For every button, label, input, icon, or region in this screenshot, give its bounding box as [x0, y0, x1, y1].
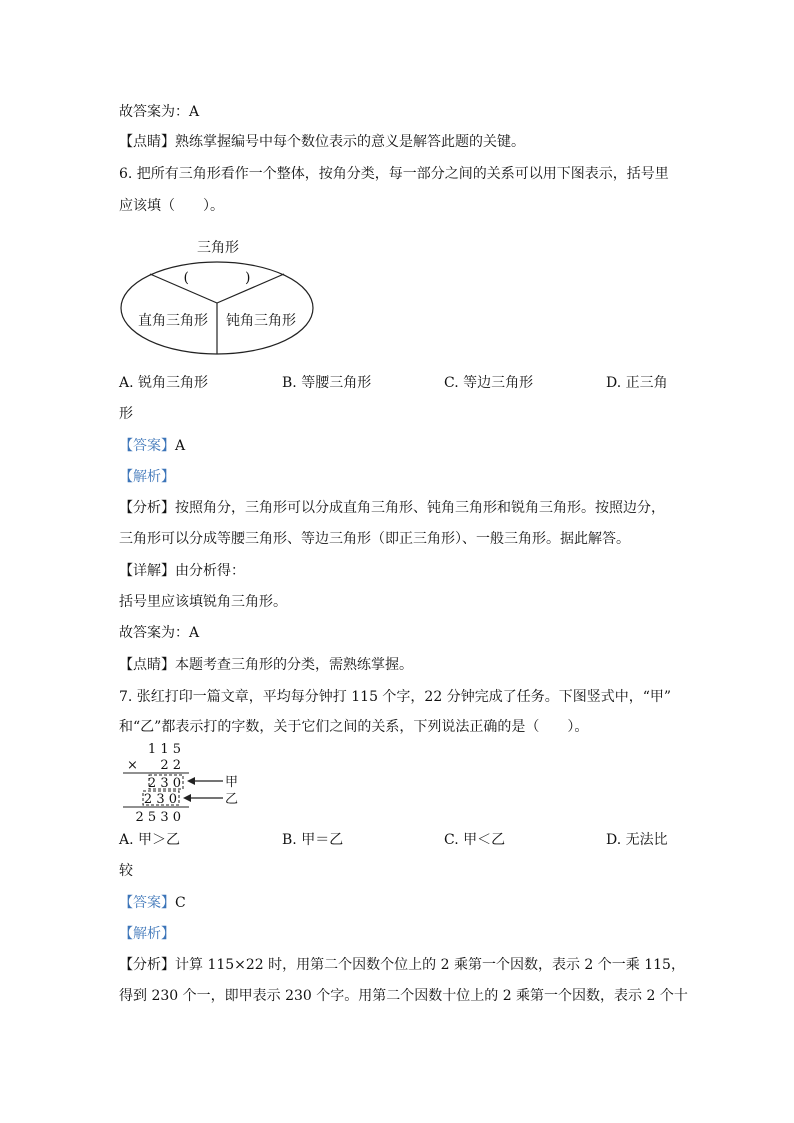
q6-fenxi-line1: [119, 498, 665, 518]
q6-tip: [119, 655, 413, 675]
diagram-right-part: 钝角三角形: [226, 313, 296, 329]
partial1: 2 3 0: [147, 776, 181, 791]
arrow-yi-head: [183, 794, 191, 802]
q7-option-c: C. 甲＜乙: [444, 832, 506, 848]
q6-fenxi-line2: 三角形可以分成等腰三角形、等边三角形（即正三角形）、一般三角形。据此解答。: [119, 531, 630, 547]
label-yi: 乙: [225, 792, 239, 807]
fenxi-label: 【分析】: [119, 957, 175, 973]
q7-option-d: D. 无法比: [606, 832, 668, 848]
q6-xiangjie: [119, 561, 245, 581]
q7-analysis-label: 【解析】: [119, 926, 175, 942]
q6-option-d: D. 正三角: [606, 375, 668, 391]
prev-conclusion: 故答案为：A: [119, 104, 200, 120]
q6-option-a: A. 锐角三角形: [119, 375, 209, 391]
q6-option-b: B. 等腰三角形: [282, 375, 372, 391]
q7-fenxi-line1: [119, 955, 685, 975]
fenxi-label: 【分析】: [119, 500, 175, 516]
q6-conclusion: 故答案为：A: [119, 625, 200, 641]
diagram-top-blank: ( ): [183, 270, 251, 286]
multiplicand: 1 1 5: [147, 742, 181, 757]
q6-option-c: C. 等边三角形: [444, 375, 534, 391]
tip-label: 【点睛】: [119, 657, 175, 673]
label-jia: 甲: [225, 775, 239, 790]
result: 2 5 3 0: [135, 810, 181, 825]
answer-value: A: [175, 438, 186, 454]
prev-tip: [119, 132, 525, 152]
q7-stem-line1: 7. 张红打印一篇文章，平均每分钟打 115 个字，22 分钟完成了任务。下图竖式中，“甲”: [119, 689, 672, 705]
q6-xiangjie-line2: 括号里应该填锐角三角形。: [119, 594, 287, 610]
q7-fenxi-line2: 得到 230 个一，即甲表示 230 个字。用第二个因数十位上的 2 乘第一个因数，表示 2 个十: [119, 988, 688, 1004]
xiangjie-label: 【详解】: [119, 563, 175, 579]
q7-answer: [119, 893, 186, 913]
multiplier: 2 2: [160, 758, 181, 773]
q6-analysis-label: 【解析】: [119, 469, 175, 485]
q7-option-a: A. 甲＞乙: [119, 832, 181, 848]
diagram-title: 三角形: [197, 240, 239, 256]
q7-stem-line2: 和“乙”都表示打的字数，关于它们之间的关系，下列说法正确的是（ ）。: [119, 719, 589, 735]
answer-label: 【答案】: [119, 438, 175, 454]
q7-option-b: B. 甲＝乙: [282, 832, 344, 848]
fenxi-text: 计算 115×22 时，用第二个因数个位上的 2 乘第一个因数，表示 2 个一乘 115，: [175, 957, 685, 973]
times-sign: ×: [127, 758, 138, 773]
q6-stem-line1: 6. 把所有三角形看作一个整体，按角分类，每一部分之间的关系可以用下图表示，括号里: [119, 166, 669, 182]
tip-text: 熟练掌握编号中每个数位表示的意义是解答此题的关键。: [175, 134, 525, 150]
partial2: 2 3 0: [143, 792, 177, 807]
q6-stem-line2: 应该填（ ）。: [119, 198, 224, 214]
vertical-multiplication: [119, 740, 259, 825]
arrow-jia-head: [187, 777, 195, 785]
xiangjie-text: 由分析得：: [175, 563, 245, 579]
fenxi-text: 按照角分，三角形可以分成直角三角形、钝角三角形和锐角三角形。按照边分，: [175, 500, 665, 516]
q6-option-d-wrap: 形: [119, 406, 133, 422]
q6-answer: [119, 436, 185, 456]
q7-option-d-wrap: 较: [119, 863, 133, 879]
answer-label: 【答案】: [119, 895, 175, 911]
tip-text: 本题考查三角形的分类，需熟练掌握。: [175, 657, 413, 673]
tip-label: 【点睛】: [119, 134, 175, 150]
triangle-classification-diagram: [110, 228, 330, 363]
answer-value: C: [175, 895, 186, 911]
diagram-left-part: 直角三角形: [138, 313, 208, 329]
